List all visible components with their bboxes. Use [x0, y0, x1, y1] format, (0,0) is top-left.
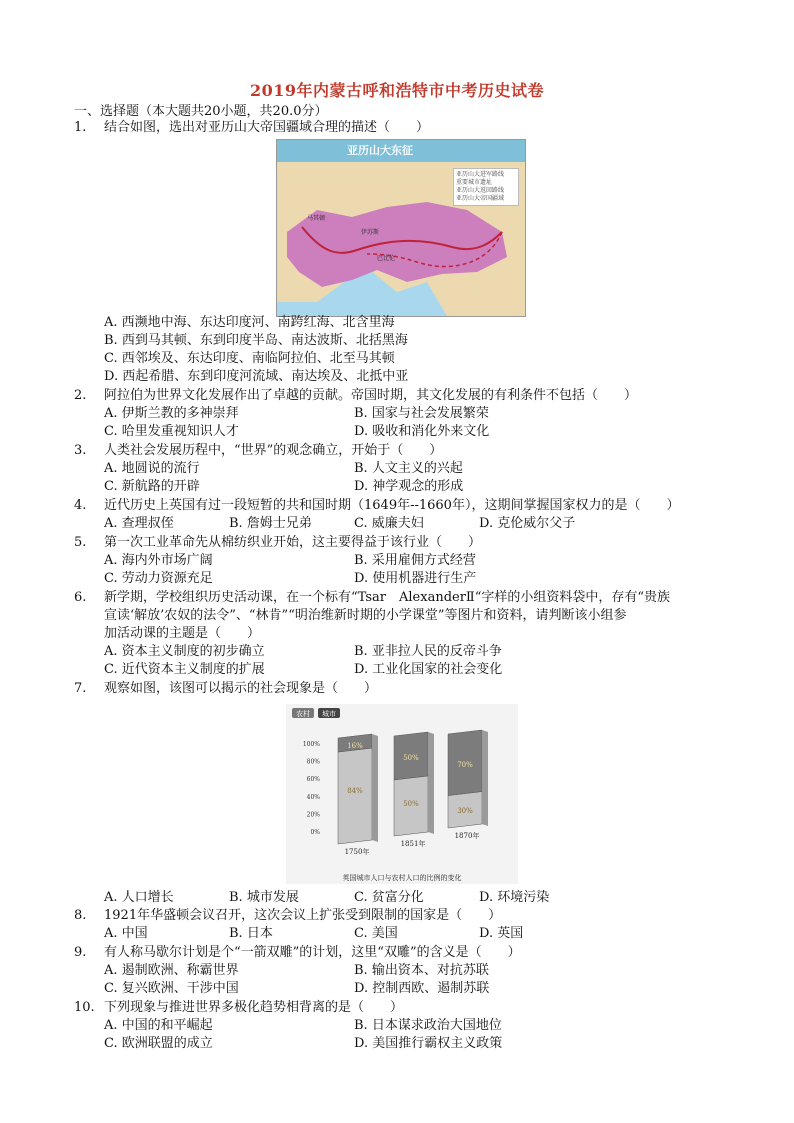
option: A. 人口增长 [104, 890, 174, 905]
option: C. 西邻埃及、东达印度、南临阿拉伯、北至马其顿 [104, 351, 395, 366]
question-stem: 第一次工业革命先从棉纺织业开始，这主要得益于该行业（ ） [104, 535, 482, 550]
urban-value-label: 16% [347, 742, 363, 750]
map-label-macedon: 马其顿 [307, 215, 326, 222]
question-stem: 新学期，学校组织历史活动课，在一个标有“Tsar AlexanderⅡ“字样的小组资料袋中，存有“贵族 [104, 590, 671, 605]
option: B. 亚非拉人民的反帝斗争 [354, 644, 502, 659]
option: C. 近代资本主义制度的扩展 [104, 662, 265, 677]
option: B. 詹姆士兄弟 [229, 516, 312, 531]
urban-value-label: 50% [403, 754, 419, 762]
option: A. 西濒地中海、东达印度河、南跨红海、北含里海 [104, 315, 395, 330]
question-stem: 有人称马歇尔计划是个“一箭双雕”的计划，这里“双雕”的含义是（ ） [104, 945, 521, 960]
bar-rural [338, 748, 372, 844]
option: B. 人文主义的兴起 [354, 461, 463, 476]
question-number: 8. [74, 908, 87, 923]
category-label: 1851年 [400, 840, 426, 848]
chart-caption: 英国城市人口与农村人口的比例的变化 [342, 874, 462, 882]
option: D. 工业化国家的社会变化 [354, 662, 503, 677]
question-number: 3. [74, 443, 87, 458]
question-6 [74, 589, 671, 607]
question-number: 7. [74, 681, 87, 696]
question-4 [74, 497, 680, 515]
bar-side [482, 730, 488, 826]
bar-side [428, 732, 434, 834]
rural-value-label: 30% [457, 806, 473, 815]
option: D. 环境污染 [479, 890, 550, 905]
legend-item: 亚历山大进军路线 [456, 171, 505, 178]
question-5 [74, 534, 482, 552]
chart-figure [286, 704, 518, 884]
chart-canvas [286, 704, 518, 884]
option: A. 查理叔侄 [104, 516, 174, 531]
question-number: 1. [74, 120, 87, 135]
legend-item: 亚历山大帝国疆域 [456, 195, 505, 202]
option: C. 美国 [354, 926, 398, 941]
y-tick-label: 0% [310, 829, 320, 836]
urban-value-label: 70% [457, 760, 473, 769]
category-label: 1750年 [344, 848, 370, 856]
y-tick-label: 20% [306, 811, 320, 819]
question-stem: 人类社会发展历程中，“世界”的观念确立，开始于（ ） [104, 443, 443, 458]
map-label-issus: 伊苏斯 [361, 229, 380, 236]
question-number: 10. [74, 1000, 95, 1015]
question-stem-continued: 加活动课的主题是（ ） [104, 626, 261, 641]
category-label: 1870年 [454, 832, 480, 840]
option: B. 日本谋求政治大国地位 [354, 1018, 502, 1033]
option: B. 西到马其顿、东到印度半岛、南达波斯、北括黑海 [104, 333, 408, 348]
question-9 [74, 944, 521, 962]
tab-urban: 城市 [322, 710, 336, 718]
question-7 [74, 680, 378, 698]
question-1 [74, 119, 430, 137]
question-2 [74, 387, 638, 405]
question-stem: 观察如图，该图可以揭示的社会现象是（ ） [104, 681, 378, 696]
question-3 [74, 442, 443, 460]
option: A. 资本主义制度的初步确立 [104, 644, 265, 659]
question-stem: 近代历史上英国有过一段短暂的共和国时期（1649年--1660年），这期间掌握国家权力的是（ ） [104, 498, 680, 513]
y-tick-label: 100% [302, 741, 320, 748]
question-number: 4. [74, 498, 87, 513]
option: A. 海内外市场广阔 [104, 553, 213, 568]
option: C. 欧洲联盟的成立 [104, 1036, 213, 1051]
option: B. 日本 [229, 926, 273, 941]
rural-value-label: 84% [347, 787, 363, 796]
section-heading: 一、选择题（本大题共20小题，共20.0分） [74, 104, 328, 119]
option: A. 遏制欧洲、称霸世界 [104, 963, 239, 978]
option: D. 吸收和消化外来文化 [354, 424, 490, 439]
bar-side [372, 734, 378, 842]
question-stem: 阿拉伯为世界文化发展作出了卓越的贡献。帝国时期，其文化发展的有利条件不包括（ ） [104, 388, 638, 403]
question-stem: 下列现象与推进世界多极化趋势相背离的是（ ） [104, 1000, 404, 1015]
option: C. 新航路的开辟 [104, 479, 200, 494]
legend-item: 亚历山大返回路线 [456, 187, 505, 194]
option: B. 输出资本、对抗苏联 [354, 963, 489, 978]
option: C. 复兴欧洲、干涉中国 [104, 981, 239, 996]
option: A. 中国的和平崛起 [104, 1018, 213, 1033]
option: D. 克伦威尔父子 [479, 516, 576, 531]
option: D. 神学观念的形成 [354, 479, 464, 494]
option: B. 城市发展 [229, 890, 299, 905]
y-tick-label: 80% [306, 758, 320, 766]
y-tick-label: 60% [306, 776, 320, 784]
tab-rural: 农村 [296, 710, 310, 718]
option: A. 地圆说的流行 [104, 461, 200, 476]
option: D. 英国 [479, 926, 524, 941]
map-label-babylon: 巴比伦 [377, 255, 396, 262]
question-stem: 1921年华盛顿会议召开，这次会议上扩张受到限制的国家是（ ） [104, 908, 502, 923]
option: A. 伊斯兰教的多神崇拜 [104, 406, 239, 421]
rural-value-label: 50% [403, 800, 419, 808]
question-number: 6. [74, 590, 87, 605]
option: B. 国家与社会发展繁荣 [354, 406, 489, 421]
question-10 [74, 999, 404, 1017]
map-legend [453, 168, 519, 206]
map-figure [276, 139, 526, 317]
question-number: 5. [74, 535, 87, 550]
option: C. 贫富分化 [354, 890, 424, 905]
question-8 [74, 907, 502, 925]
option: D. 美国推行霸权主义政策 [354, 1036, 503, 1051]
option: C. 威廉夫妇 [354, 516, 424, 531]
option: B. 采用雇佣方式经营 [354, 553, 476, 568]
question-stem: 结合如图，选出对亚历山大帝国疆域合理的描述（ ） [104, 120, 430, 135]
option: D. 控制西欧、遏制苏联 [354, 981, 490, 996]
page-title: 2019年内蒙古呼和浩特市中考历史试卷 [249, 81, 545, 100]
option: C. 哈里发重视知识人才 [104, 424, 239, 439]
question-stem-continued: 宣读‘解放’农奴的法令”、“林肯”“明治维新时期的小学课堂”等图片和资料，请判断该小组参 [104, 608, 627, 623]
y-tick-label: 40% [306, 793, 320, 801]
legend-item: 重要城市遗址 [456, 179, 493, 186]
option: D. 西起希腊、东到印度河流域、南达埃及、北抵中亚 [104, 369, 409, 384]
option: D. 使用机器进行生产 [354, 571, 477, 586]
question-number: 9. [74, 945, 87, 960]
option: C. 劳动力资源充足 [104, 571, 213, 586]
question-number: 2. [74, 388, 87, 403]
option: A. 中国 [104, 926, 148, 941]
map-title: 亚历山大东征 [277, 140, 525, 162]
